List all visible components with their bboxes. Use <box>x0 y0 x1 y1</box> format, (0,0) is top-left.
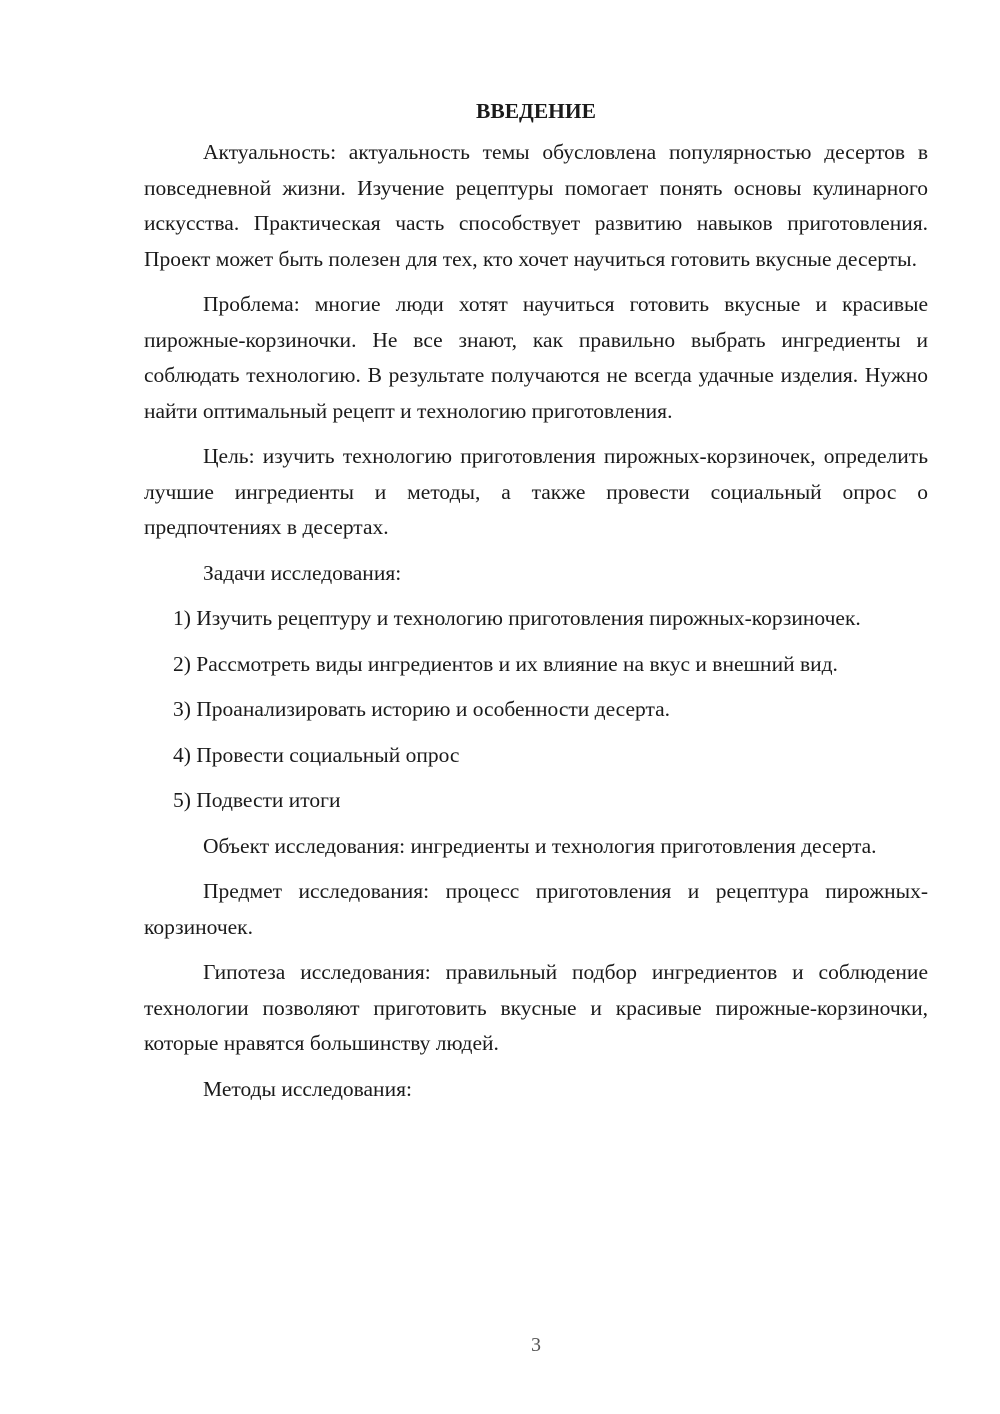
page-title: ВВЕДЕНИЕ <box>476 99 596 123</box>
methods-heading: Методы исследования: <box>203 1076 412 1101</box>
paragraph-object: Объект исследования: ингредиенты и технология приготовления десерта. <box>203 833 877 858</box>
paragraph-problem: Проблема: многие люди хотят научиться готовить вкусные и красивые пирожные-корзиночки. Не все знают, как правильно выбрать ингредиенты и соблюдать технологию. В результате получаются не всегда удачные изделия. Нужно найти оптимальный рецепт и технологию приготовления. <box>144 292 928 423</box>
paragraph-subject: Предмет исследования: процесс приготовления и рецептура пирожных-корзиночек. <box>144 879 928 939</box>
paragraph-relevance: Актуальность: актуальность темы обусловлена популярностью десертов в повседневной жизни. Изучение рецептуры помогает понять основы кулинарного искусства. Практическая часть способствует развитию навыков приготовления. Проект может быть полезен для тех, кто хочет научиться готовить вкусные десерты. <box>144 140 928 271</box>
paragraph-goal: Цель: изучить технологию приготовления пирожных-корзиночек, определить лучшие ингредиенты и методы, а также провести социальный опрос о предпочтениях в десертах. <box>144 444 928 539</box>
page-number: 3 <box>531 1334 541 1356</box>
tasks-heading: Задачи исследования: <box>203 560 402 585</box>
list-item-task-2: 2) Рассмотреть виды ингредиентов и их влияние на вкус и внешний вид. <box>173 651 838 676</box>
list-item-task-5: 5) Подвести итоги <box>173 788 341 812</box>
list-item-task-1: 1) Изучить рецептуру и технологию приготовления пирожных-корзиночек. <box>173 606 861 630</box>
list-item-task-4: 4) Провести социальный опрос <box>173 742 460 767</box>
list-item-task-3: 3) Проанализировать историю и особенности десерта. <box>173 697 671 721</box>
paragraph-hypothesis: Гипотеза исследования: правильный подбор ингредиентов и соблюдение технологии позволяют приготовить вкусные и красивые пирожные-корзиночки, которые нравятся большинству людей. <box>144 960 928 1055</box>
page-content <box>144 96 928 1117</box>
